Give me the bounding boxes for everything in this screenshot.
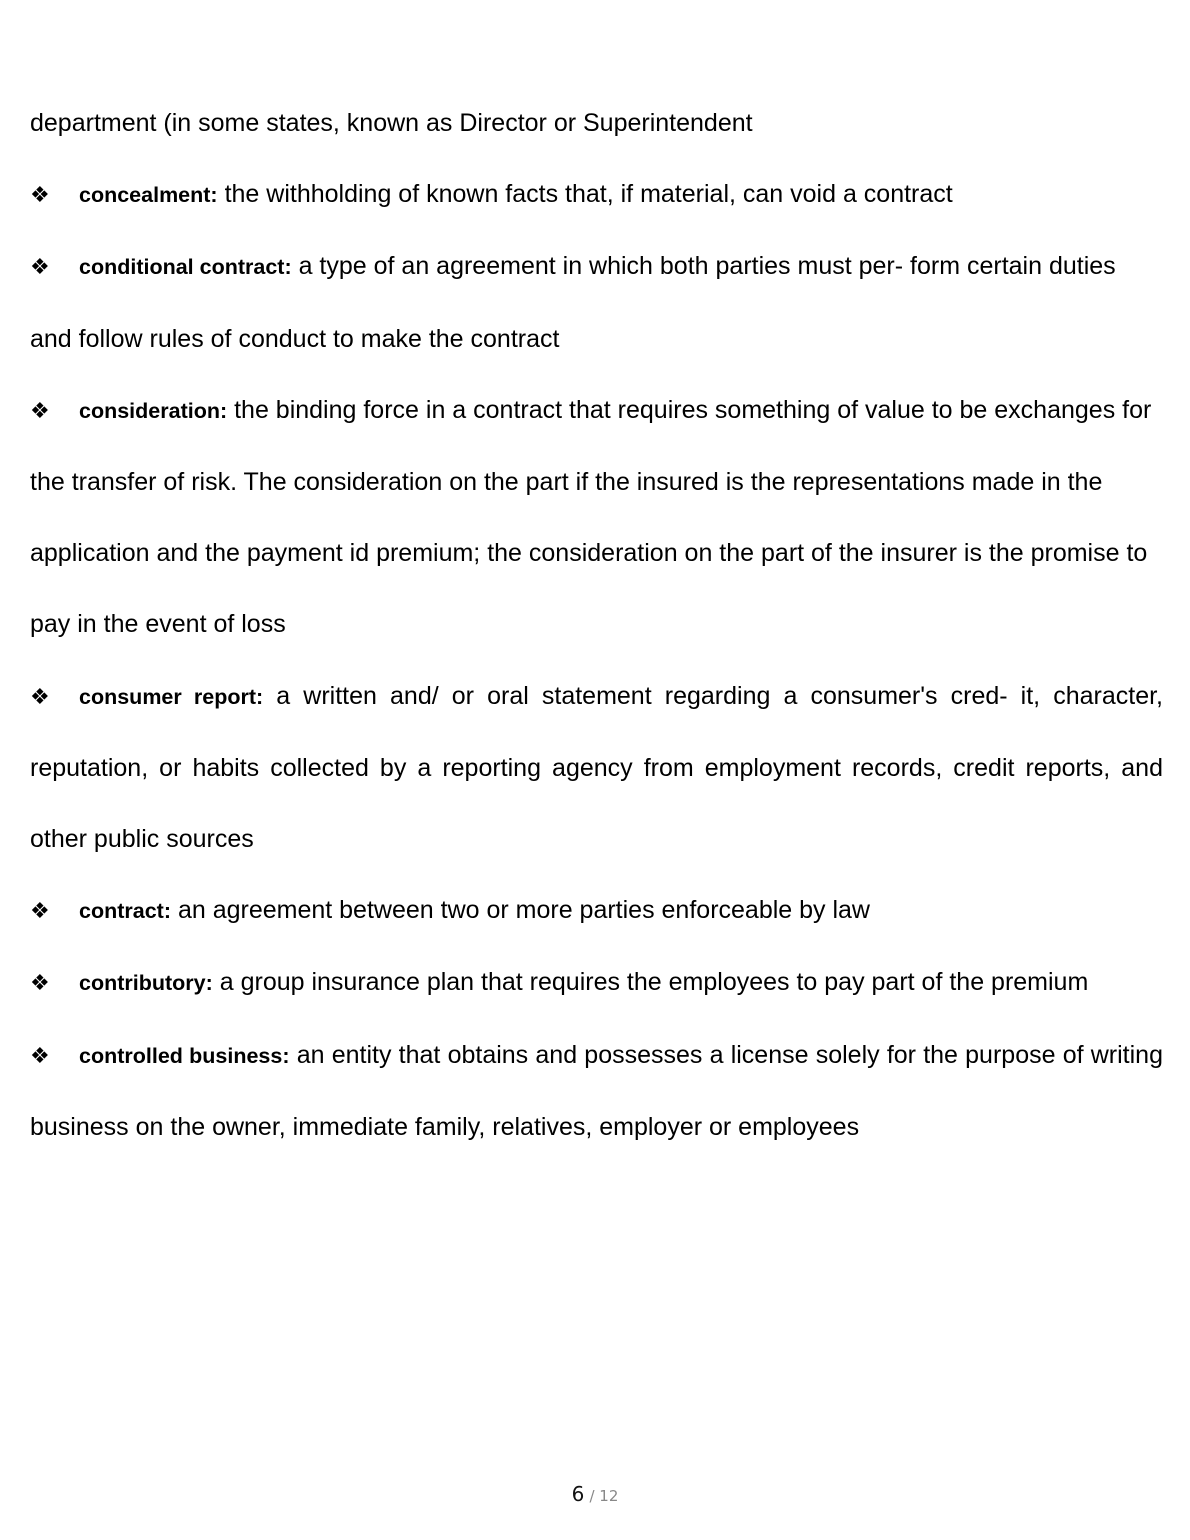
glossary-definition: an agreement between two or more parties enforceable by law (177, 896, 870, 925)
continuation-text: department (in some states, known as Director or Superintendent (30, 109, 753, 137)
total-pages: / 12 (589, 1487, 619, 1505)
glossary-definition: the binding force in a contract that requires something of value to be exchanges for the transfer of risk. The consideration on the part if the insured is the representations made in the application and the payment id premium; the consideration on the part of the insurer is the promise to pay in the event of loss (30, 395, 1152, 639)
document-page (30, 88, 1163, 1163)
page-indicator (0, 1482, 1190, 1506)
glossary-entry-consumer-report (30, 661, 1163, 876)
glossary-entry-conditional-contract (30, 231, 1163, 374)
diamond-bullet-icon: ❖ (30, 397, 50, 423)
diamond-bullet-icon: ❖ (30, 683, 50, 709)
glossary-term: contributory: (79, 971, 213, 996)
glossary-term: consumer report: (79, 684, 264, 709)
glossary-term: controlled business: (79, 1043, 290, 1068)
glossary-entry-consideration (30, 375, 1163, 661)
diamond-bullet-icon: ❖ (30, 898, 50, 924)
diamond-bullet-icon: ❖ (30, 254, 50, 280)
glossary-term: concealment: (79, 183, 218, 208)
diamond-bullet-icon: ❖ (30, 970, 50, 996)
glossary-definition: a group insurance plan that requires the employees to pay part of the premium (219, 968, 1089, 997)
glossary-entry-contributory (30, 947, 1163, 1019)
glossary-entry-controlled-business (30, 1020, 1163, 1163)
glossary-entry-concealment (30, 159, 1163, 231)
glossary-term: consideration: (79, 398, 228, 423)
glossary-term: contract: (79, 899, 171, 924)
glossary-term: conditional contract: (79, 255, 292, 280)
glossary-definition: the withholding of known facts that, if material, can void a contract (224, 180, 953, 209)
current-page-number: 6 (571, 1482, 585, 1506)
glossary-entry-contract (30, 875, 1163, 947)
diamond-bullet-icon: ❖ (30, 1042, 50, 1068)
glossary-definition: a written and/ or oral statement regarding a consumer's cred- it, character, reputation, or habits collected by a reporting agency from employment records, credit reports, and other public sources (30, 681, 1164, 854)
diamond-bullet-icon: ❖ (30, 182, 50, 208)
glossary-definition: an entity that obtains and possesses a license solely for the purpose of writing business on the owner, immediate family, relatives, employer or employees (30, 1040, 1163, 1141)
glossary-definition: a type of an agreement in which both parties must per- form certain duties and follow rules of conduct to make the contract (30, 252, 1116, 353)
